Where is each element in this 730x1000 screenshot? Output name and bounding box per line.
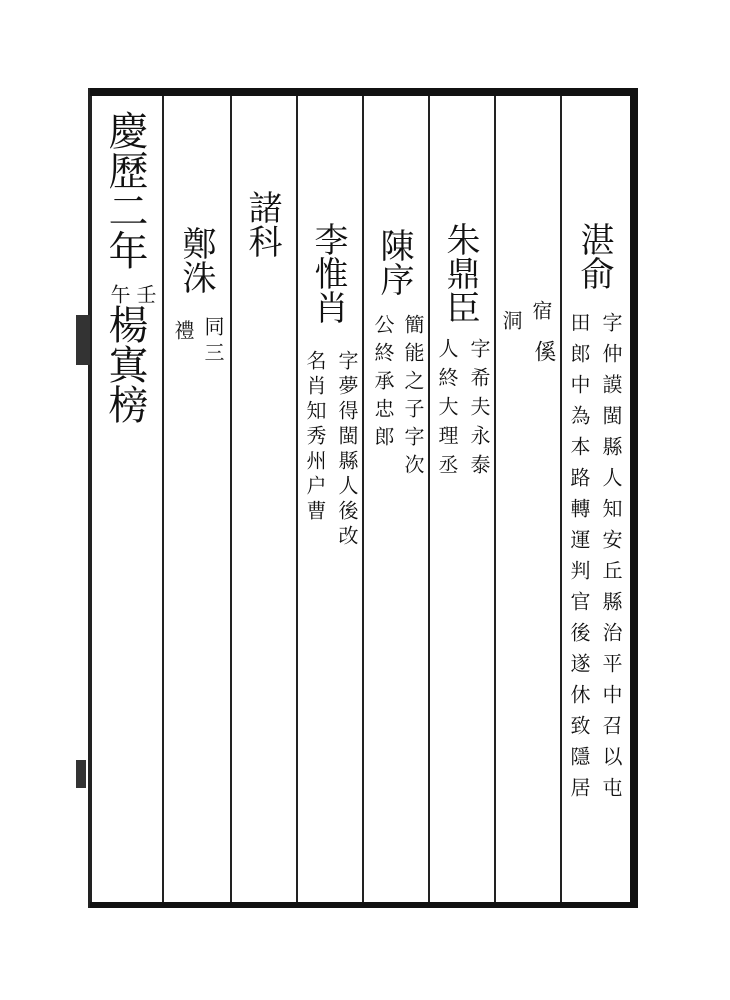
top-rule [90,88,638,96]
title-note-a: 壬 [133,284,157,304]
entry-note-li-2: 名肖知秀州户曹 [303,350,327,525]
page-edge-mark [76,315,90,365]
entry-note-zhu-2: 人終大理丞 [435,338,459,483]
entry-name-zheng: 鄭洙 [176,226,216,294]
title-era: 慶歷二年 [102,110,148,270]
entry-name-zhan: 湛俞 [574,222,614,290]
right-rule [630,88,638,908]
left-edge-rule [88,88,92,908]
column-divider [230,96,232,902]
title-note-b: 午 [107,284,131,304]
column-divider [162,96,164,902]
column-divider [494,96,496,902]
entry-note-zhan-2: 田郎中為本路轉運判官後遂休致隱居 [567,312,591,808]
title-list: 楊寘榜 [102,304,148,424]
entry-note-su-1: 宿 [529,300,553,326]
entry-note-zheng-2: 禮 [171,320,195,346]
column-divider [296,96,298,902]
entry-note-zhan-1: 字仲謨閩縣人知安丘縣治平中召以屯 [599,312,623,808]
entry-note-li-1: 字夢得閩縣人後改 [335,350,359,550]
entry-note-su-2: 洞 [499,310,523,336]
entry-name-zhu: 朱鼎臣 [440,222,480,324]
section-heading-zhuke: 諸科 [242,190,282,258]
column-divider [560,96,562,902]
entry-name-su: 傒 [531,340,556,368]
entry-note-chen-1: 簡能之子字次 [401,314,425,482]
column-divider [428,96,430,902]
entry-note-zhu-1: 字希夫永泰 [467,338,491,483]
bottom-rule [90,902,638,908]
entry-note-chen-2: 公終承忠郎 [371,314,395,454]
entry-note-zheng-1: 同三 [201,316,225,368]
entry-name-li: 李惟肖 [308,222,348,324]
page-edge-mark [76,760,86,788]
entry-name-chen: 陳序 [374,228,414,296]
column-divider [362,96,364,902]
